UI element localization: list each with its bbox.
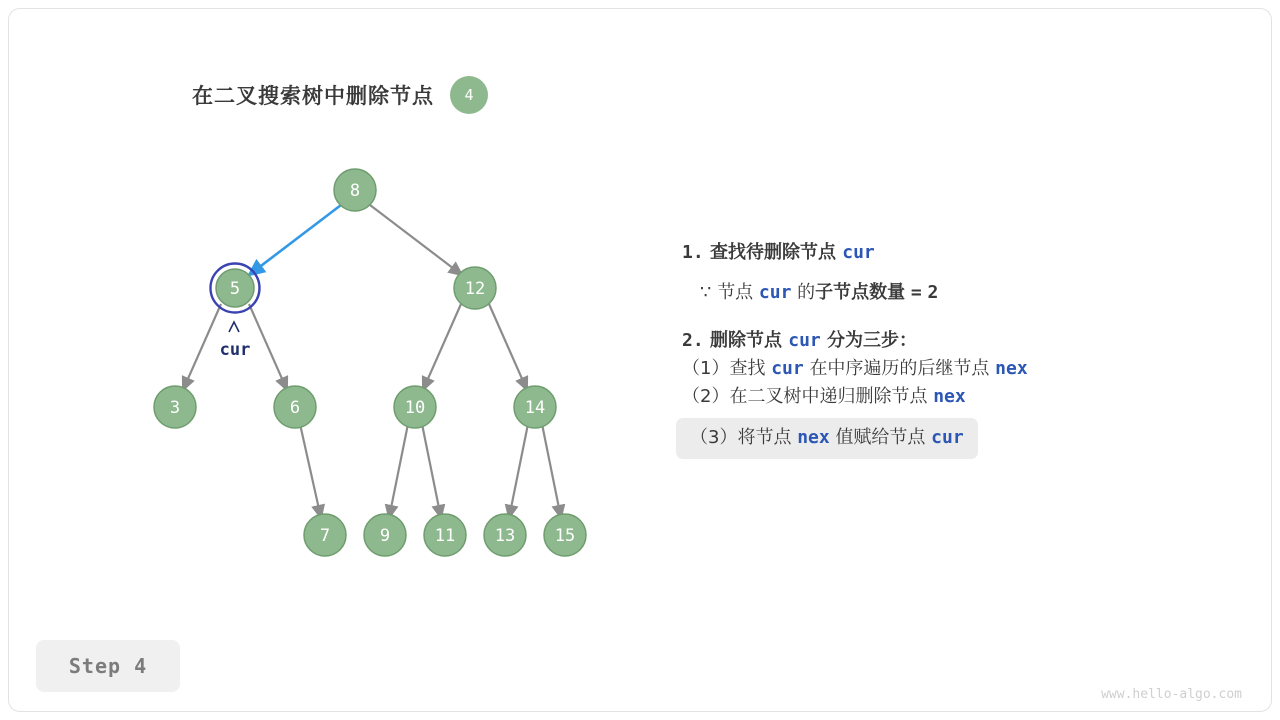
node-label: 14 <box>524 398 546 418</box>
step-badge-circle: 4 <box>450 76 488 114</box>
node-label: 7 <box>319 526 331 546</box>
cur-pointer-label: cur <box>219 340 251 360</box>
step-1-text: 查找待删除节点 <box>709 242 836 263</box>
node-label: 9 <box>379 526 391 546</box>
substep-3-number: （3） <box>690 427 738 449</box>
tree-node-9 <box>364 514 406 556</box>
node-label: 3 <box>169 398 181 418</box>
tree-node-8 <box>334 169 376 211</box>
edge-14-13 <box>509 424 528 518</box>
edge-8-5 <box>249 205 341 275</box>
tree-node-7 <box>304 514 346 556</box>
reason-line <box>682 280 1222 306</box>
substep-1-var-cur: cur <box>771 358 804 380</box>
tree-node-11 <box>424 514 466 556</box>
edge-10-11 <box>422 424 441 518</box>
tree-node-5 <box>211 264 260 313</box>
node-label: 5 <box>229 279 241 299</box>
substep-2-number: （2） <box>682 386 730 408</box>
substep-3-line <box>682 412 1222 458</box>
tree-node-12 <box>454 267 496 309</box>
substep-3-var-cur: cur <box>931 427 964 449</box>
substep-1-text-a: 查找 <box>729 358 766 380</box>
step-2-line <box>682 328 1222 354</box>
step-2-number: 2. <box>682 330 704 352</box>
tree-node-13 <box>484 514 526 556</box>
tree-node-10 <box>394 386 436 428</box>
explanation-panel <box>682 240 1222 461</box>
cur-pointer <box>220 322 251 360</box>
substep-1-line <box>682 356 1222 382</box>
substep-2-var-nex: nex <box>933 386 966 408</box>
tree-node-3 <box>154 386 196 428</box>
substep-3-var-nex: nex <box>797 427 830 449</box>
reason-text-b: 的 <box>797 282 816 304</box>
edge-12-14 <box>489 304 527 390</box>
step-1-var: cur <box>842 242 875 263</box>
reason-text-a: 节点 <box>717 282 754 304</box>
substep-3-highlight <box>676 418 978 458</box>
node-label: 13 <box>494 526 516 546</box>
substep-1-number: （1） <box>682 358 730 380</box>
node-label: 12 <box>464 279 486 299</box>
substep-3-text-a: 将节点 <box>737 427 792 449</box>
node-label: 11 <box>434 526 456 546</box>
edge-5-6 <box>249 304 287 390</box>
node-label: 10 <box>404 398 426 418</box>
step-1-number: 1. <box>682 242 704 263</box>
watermark: www.hello-algo.com <box>1101 687 1242 702</box>
substep-2-line <box>682 384 1222 410</box>
reason-equals: = <box>910 282 922 304</box>
node-label: 8 <box>349 181 361 201</box>
substep-2-text-a: 在二叉树中递归删除节点 <box>729 386 928 408</box>
tree-node-15 <box>544 514 586 556</box>
edge-8-12 <box>370 205 462 275</box>
binary-search-tree-graphic <box>0 0 700 600</box>
page-title: 在二叉搜索树中删除节点 <box>192 84 434 108</box>
tree-edges <box>183 205 561 518</box>
node-label: 15 <box>554 526 576 546</box>
tree-node-14 <box>514 386 556 428</box>
substep-3-text-b: 值赋给节点 <box>835 427 926 449</box>
tree-node-6 <box>274 386 316 428</box>
edge-14-15 <box>542 424 561 518</box>
reason-text-c: 子节点数量 <box>815 282 906 304</box>
reason-value: 2 <box>927 282 939 304</box>
edge-6-7 <box>300 424 321 518</box>
reason-symbol: ∵ <box>700 282 712 304</box>
substep-1-text-b: 在中序遍历的后继节点 <box>809 358 990 380</box>
edge-5-3 <box>183 304 221 390</box>
reason-var: cur <box>758 282 792 304</box>
edge-10-9 <box>389 424 408 518</box>
step-2-text-b: 分为三步： <box>827 330 918 352</box>
step-1-line <box>682 240 1222 266</box>
step-indicator: Step 4 <box>36 640 180 692</box>
edge-12-10 <box>423 304 461 390</box>
step-2-text-a: 删除节点 <box>709 330 782 352</box>
step-2-var: cur <box>788 330 821 352</box>
substep-1-var-nex: nex <box>995 358 1028 380</box>
node-label: 6 <box>289 398 301 418</box>
